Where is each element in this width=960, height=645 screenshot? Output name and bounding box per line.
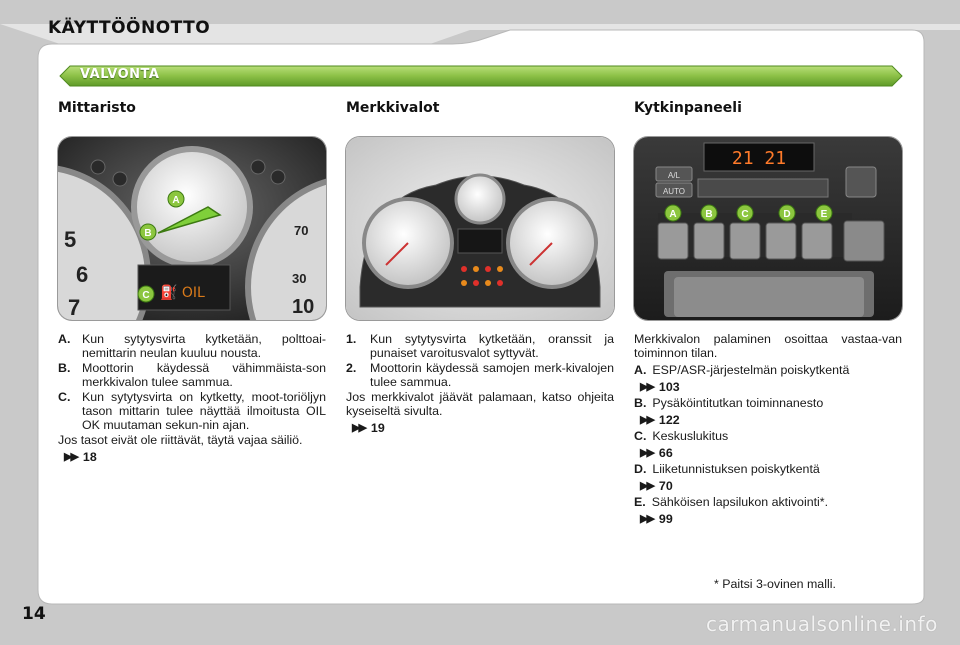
marker-a xyxy=(168,191,184,207)
page-ref-arrow-icon: ▶▶ xyxy=(640,513,653,525)
switch-marker-a xyxy=(665,205,681,221)
switch-marker-e xyxy=(816,205,832,221)
svg-text:A: A xyxy=(172,195,180,206)
kytkin-item-e: E. Sähköisen lapsilukon aktivointi*. xyxy=(634,495,829,509)
kytkinpaneeli-text xyxy=(634,332,902,528)
heading-mittaristo: Mittaristo xyxy=(58,100,136,116)
climate-display: 21 21 xyxy=(731,148,787,169)
page-ref-arrow-icon: ▶▶ xyxy=(640,480,653,492)
watermark: carmanualsonline.info xyxy=(706,612,938,636)
heading-merkkivalot: Merkkivalot xyxy=(346,100,440,116)
merkkivalot-note: Jos merkkivalot jäävät palamaan, katso ohjeita kyseiseltä sivulta. xyxy=(346,390,614,418)
svg-text:E: E xyxy=(820,209,828,220)
marker-b xyxy=(140,224,156,240)
gauge-num-30: 30 xyxy=(292,271,307,286)
page-ref-arrow-icon: ▶▶ xyxy=(64,451,77,463)
mittaristo-page-ref[interactable]: ▶▶ 18 xyxy=(64,450,97,464)
mittaristo-item-c: C. Kun sytytysvirta on kytketty, moot-toriöljyn tason mittarin tulee näyttää ilmoitusta OIL OK muutaman sekun-nin ajan. xyxy=(58,390,326,432)
svg-text:⛽ OIL: ⛽ OIL xyxy=(160,285,205,301)
footnote: * Paitsi 3-ovinen malli. xyxy=(714,577,836,591)
kytkin-item-b: B. Pysäköintitutkan toiminnanesto xyxy=(634,396,824,410)
svg-text:C: C xyxy=(142,290,150,301)
kytkin-item-c: C. Keskuslukitus xyxy=(634,429,729,443)
svg-text:B: B xyxy=(705,209,713,220)
photo-switch-panel xyxy=(634,137,902,320)
svg-text:C: C xyxy=(741,209,749,220)
kytkin-ref-b[interactable]: ▶▶ 122 xyxy=(640,413,680,427)
kytkinpaneeli-intro: Merkkivalon palaminen osoittaa vastaa-van toiminnon tilan. xyxy=(634,332,902,360)
kytkin-item-d: D. Liiketunnistuksen poiskytkentä xyxy=(634,462,820,476)
kytkin-ref-c[interactable]: ▶▶ 66 xyxy=(640,446,673,460)
page-title: KÄYTTÖÖNOTTO xyxy=(48,18,211,38)
section-title: VALVONTA xyxy=(80,67,160,82)
section-banner xyxy=(58,64,904,88)
switch-marker-b xyxy=(701,205,717,221)
kytkin-ref-a[interactable]: ▶▶ 103 xyxy=(640,380,680,394)
svg-text:A: A xyxy=(669,209,677,220)
switch-label-auto: AUTO xyxy=(662,187,686,196)
svg-text:B: B xyxy=(144,228,152,239)
gauge-num-70: 70 xyxy=(294,223,309,238)
merkkivalot-item-1: 1. Kun sytytysvirta kytketään, oranssit ja punaiset varoitusvalot syttyvät. xyxy=(346,332,614,360)
photo-gauges-closeup xyxy=(58,137,326,320)
merkkivalot-item-2: 2. Moottorin käydessä samojen merk-kivalojen tulee sammua. xyxy=(346,361,614,389)
merkkivalot-page-ref[interactable]: ▶▶ 19 xyxy=(352,421,385,435)
svg-text:D: D xyxy=(783,209,791,220)
gauge-num-10: 10 xyxy=(292,296,315,318)
mittaristo-item-b: B. Moottorin käydessä vähimmäista-son merkkivalon tulee sammua. xyxy=(58,361,326,389)
marker-c xyxy=(138,286,154,302)
merkkivalot-text xyxy=(346,332,614,437)
page-ref-arrow-icon: ▶▶ xyxy=(640,381,653,393)
kytkin-ref-e[interactable]: ▶▶ 99 xyxy=(640,512,673,526)
heading-kytkinpaneeli: Kytkinpaneeli xyxy=(634,100,742,116)
mittaristo-text xyxy=(58,332,326,466)
kytkin-item-a: A. ESP/ASR-järjestelmän poiskytkentä xyxy=(634,363,850,377)
switch-marker-d xyxy=(779,205,795,221)
switch-marker-c xyxy=(737,205,753,221)
gauge-num-5: 5 xyxy=(64,227,77,252)
gauge-num-7: 7 xyxy=(68,295,81,320)
page-ref-arrow-icon: ▶▶ xyxy=(352,422,365,434)
mittaristo-item-a: A. Kun sytytysvirta kytketään, polttoai-nemittarin neulan kuuluu nousta. xyxy=(58,332,326,360)
mittaristo-note: Jos tasot eivät ole riittävät, täytä vajaa säiliö. xyxy=(58,433,303,447)
gauge-num-6: 6 xyxy=(76,262,89,287)
page-ref-arrow-icon: ▶▶ xyxy=(640,447,653,459)
page-number: 14 xyxy=(22,604,46,624)
page-ref-arrow-icon: ▶▶ xyxy=(640,414,653,426)
photo-instrument-cluster xyxy=(346,137,614,320)
kytkin-ref-d[interactable]: ▶▶ 70 xyxy=(640,479,673,493)
switch-label-al: A/L xyxy=(667,171,681,180)
